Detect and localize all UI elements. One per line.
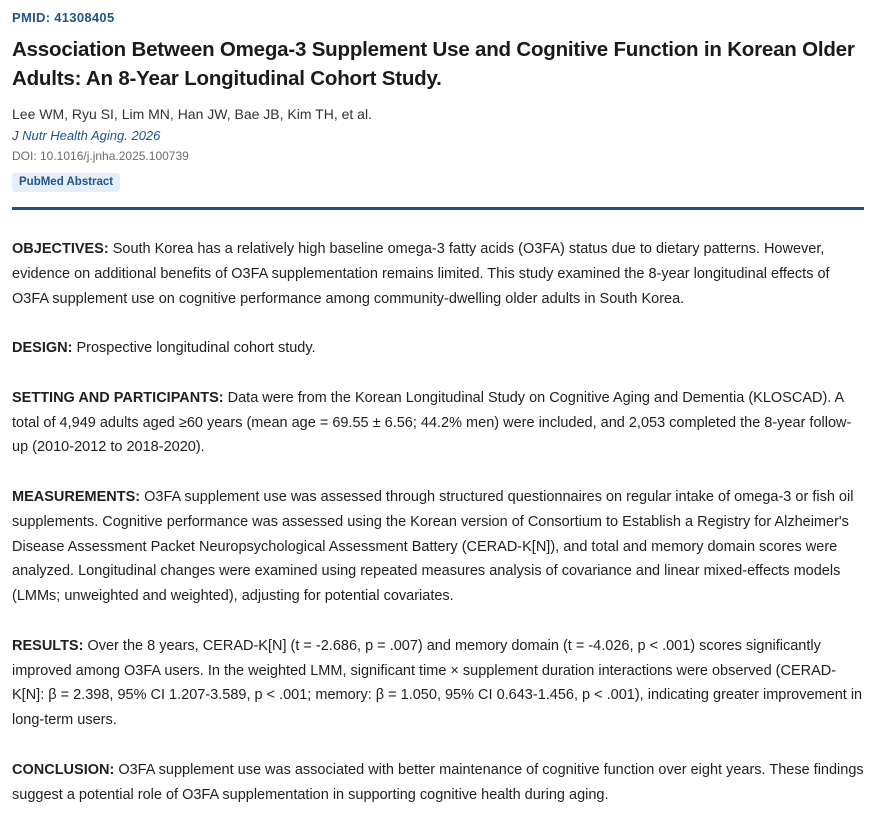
- section-label: SETTING AND PARTICIPANTS:: [12, 389, 224, 406]
- section-label: DESIGN:: [12, 340, 73, 357]
- source-badge: PubMed Abstract: [12, 173, 120, 192]
- abstract-measurements: [12, 485, 864, 609]
- abstract-setting-participants: [12, 386, 864, 460]
- article-title: Association Between Omega-3 Supplement Use and Cognitive Function in Korean Older Adults: An 8-Year Longitudinal Cohort Study.: [12, 38, 855, 90]
- section-label: MEASUREMENTS:: [12, 488, 141, 505]
- header-divider: [12, 207, 864, 210]
- section-label: CONCLUSION:: [12, 761, 115, 778]
- abstract-objectives: [12, 237, 864, 311]
- section-text: Prospective longitudinal cohort study.: [76, 340, 316, 357]
- abstract: [12, 237, 864, 807]
- section-label: OBJECTIVES:: [12, 241, 109, 257]
- abstract-results: [12, 634, 864, 733]
- abstract-conclusion: [12, 758, 864, 808]
- section-text: Data were from the Korean Longitudinal Study on Cognitive Aging and Dementia (KLOSCAD). A total of 4,949 adults aged ≥60 years (mean age = 69.55 ± 6.56; 44.2% men) were included, and 2,053 completed the 8-year follow-up (2010-2012 to 2018-2020).: [12, 389, 852, 456]
- pmid-label: PMID: 41308405: [12, 10, 115, 25]
- abstract-design: [12, 336, 864, 361]
- journal-citation: J Nutr Health Aging. 2026: [12, 128, 161, 143]
- section-text: O3FA supplement use was associated with better maintenance of cognitive function over eight years. These findings suggest a potential role of O3FA supplementation in supporting cognitive health during aging.: [12, 761, 864, 803]
- section-text: Over the 8 years, CERAD-K[N] (t = -2.686, p = .007) and memory domain (t = -4.026, p < .001) scores significantly improved among O3FA users. In the weighted LMM, significant time × supplement duration interactions were observed (CERAD-K[N]: β = 2.398, 95% CI 1.207-3.589, p < .001; memory: β = 1.050, 95% CI 0.643-1.456, p < .001), indicating greater improvement in long-term users.: [12, 637, 863, 729]
- section-text: South Korea has a relatively high baseline omega-3 fatty acids (O3FA) status due to dietary patterns. However, evidence on additional benefits of O3FA supplementation remains limited. This study examined the 8-year longitudinal effects of O3FA supplement use on cognitive performance among community-dwelling older adults in South Korea.: [12, 241, 830, 307]
- section-label: RESULTS:: [12, 637, 84, 654]
- author-list: Lee WM, Ryu SI, Lim MN, Han JW, Bae JB, Kim TH, et al.: [12, 106, 372, 122]
- section-text: O3FA supplement use was assessed through structured questionnaires on regular intake of omega-3 or fish oil supplements. Cognitive performance was assessed using the Korean version of Consortium to Establish a Registry for Alzheimer's Disease Assessment Packet Neuropsychological Assessment Battery (CERAD-K[N]), and total and memory domain scores were analyzed. Longitudinal changes were examined using repeated measures analysis of covariance and linear mixed-effects models (LMMs; unweighted and weighted), adjusting for potential covariates.: [12, 488, 854, 605]
- doi-text: DOI: 10.1016/j.jnha.2025.100739: [12, 149, 189, 163]
